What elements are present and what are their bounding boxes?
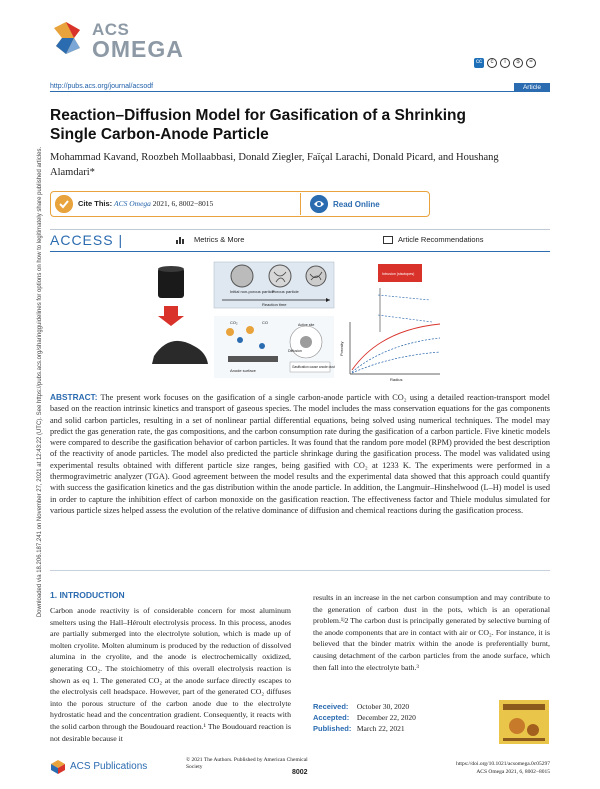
- read-online-icon[interactable]: [310, 195, 328, 213]
- active-site-label: Active site: [298, 323, 315, 327]
- toc-graphic: [150, 260, 450, 382]
- anode-block: [158, 268, 184, 298]
- radius-axis-label: Radius: [390, 377, 403, 382]
- recommendations-icon[interactable]: [383, 236, 393, 244]
- header-divider: [50, 91, 550, 92]
- author-list[interactable]: Mohammad Kavand, Roozbeh Mollaabbasi, Donald Ziegler, Faïçal Larachi, Donald Picard, and Houshang Alamdari*: [50, 152, 499, 178]
- publication-dates: [313, 701, 416, 734]
- cite-journal[interactable]: ACS Omega: [114, 199, 151, 208]
- abstract-label: ABSTRACT:: [50, 392, 98, 402]
- abstract: [50, 392, 550, 516]
- introduction-heading: 1. INTRODUCTION: [50, 590, 125, 600]
- metrics-more-link[interactable]: Metrics & More: [194, 235, 245, 244]
- abstract-text: The present work focuses on the gasification of a single carbon-anode particle with CO₂ using a detailed reaction-transport model based on the reaction intrinsic kinetics and transport of gaseous species. The model includes the mass conservation equations for the gas components and solid carbon particles, resulting in a set of nonlinear partial differential equations, being solved using numerical techniques. The model may predict the gas generation rate, the gas compositions, and the carbon consumption rate during the gasification of a carbon particle. Five kinetic models were compared to describe the gasification behavior of carbon particles. It was found that the random pore model (RPM) provided the best description of the reactivity of anode particles. The model also predicted the particle shrinkage during the gasification process. The model was validated using experimental results obtained with different particle size ranges, being gasified with CO₂ at 1233 K. The experiments were performed in a thermogravimetric analyzer (TGA). Good agreement between the model results and the experimental data showed that this approach could quantify with success the gasification kinetics and the gas distribution within the anode particle. In addition, the Langmuir–Hinshelwood (L–H) model is used in order to capture the inhibition effect of carbon monoxide on the gasification reaction. The effectiveness factor and Thiele modulus simulated for various particle sizes helped assess the evolution of the relative dominance of diffusion and chemical reactions during the gasification process.: [50, 393, 550, 515]
- co-label: CO: [262, 320, 268, 325]
- bar-chart-icon[interactable]: [176, 236, 185, 244]
- doi-block: [398, 760, 550, 776]
- intro-paragraph-2: results in an increase in the net carbon consumption and may contribute to the generation of carbon dust in the pots, which is an operational problem.¹ʲ2 The carbon dust is principally generated by selective burning of the anode components that are in contact with air or CO₂. For instance, it is believed that the binder matrix within the anode is preferentially burnt, causing detachment of the carbon particles from the anode surface, which then fall into the electrolyte bath.³: [313, 593, 550, 672]
- license-icons[interactable]: [474, 58, 536, 68]
- logo-omega-text: OMEGA: [92, 36, 184, 62]
- copyright-notice: © 2021 The Authors. Published by American Chemical Society: [186, 757, 308, 770]
- download-side-note: Downloaded via 18.206.187.241 on November 27, 2021 at 12:43:22 (UTC). See https://pubs.acs.org/sharingguidelines for options on how to legitimately share published articles.: [37, 146, 43, 618]
- diffusion-label: Diffusion: [288, 349, 302, 353]
- initial-particle-label: Initial non-porous particle: [230, 289, 275, 294]
- noncommercial-icon[interactable]: $: [513, 58, 523, 68]
- anode-surface-label: Anode surface: [230, 368, 256, 373]
- cite-this[interactable]: [78, 199, 213, 208]
- noderivatives-icon[interactable]: =: [526, 58, 536, 68]
- gasification-label: Gasification cause anode dust: [292, 365, 335, 369]
- intro-paragraph-1: Carbon anode reactivity is of considerable concern for most aluminum smelters using the Hall–Héroult electrolysis process. In this process, anodes are partially submerged into the electrolyte solution, which is made up of molten cryolite. Molten aluminum is produced by the reduction of dissolved alumina in the cryolite, and the anode is electrochemically oxidized, generating CO₂. The stoichiometry of this overall electrolysis reaction is shown as eq 1. The generated CO₂ at the anode surface directly escapes to the electrolysis cell headspace. However, part of the generated CO₂ diffuses into the porous structure of the carbon anode due to the electrolyte hydrostatic head and the concentration gradient. Consequently, it reacts with the solid carbon through the Boudouard reaction.¹ The Boudouard reaction is not desirable because it: [50, 606, 291, 743]
- read-online-link[interactable]: Read Online: [333, 200, 380, 209]
- doi-link[interactable]: https://doi.org/10.1021/acsomega.0c05297: [456, 761, 550, 767]
- published-label: Published:: [313, 724, 352, 733]
- access-label-text: ACCESS: [50, 232, 114, 248]
- acs-publications-name: ACS Publications: [70, 761, 148, 772]
- cite-details: 2021, 6, 8002−8015: [152, 199, 214, 208]
- co2-gas-label: CO₂: [230, 320, 238, 325]
- cite-divider: [300, 193, 301, 215]
- cc-icon[interactable]: cc: [474, 58, 484, 68]
- article-title: Reaction–Diffusion Model for Gasification of a Shrinking Single Carbon-Anode Particle: [50, 107, 466, 143]
- journal-cover-thumbnail[interactable]: [499, 700, 549, 744]
- porosity-axis-label: Porosity: [339, 341, 344, 356]
- cite-icon[interactable]: [55, 195, 73, 213]
- access-bar-bottom-rule: [50, 251, 550, 252]
- article-recommendations-link[interactable]: Article Recommendations: [398, 235, 484, 244]
- received-label: Received:: [313, 702, 349, 711]
- acs-omega-logo-mark: [50, 20, 86, 56]
- page-number: 8002: [292, 769, 308, 776]
- article-type-badge: Article: [514, 83, 550, 92]
- by-attribution-icon[interactable]: i: [500, 58, 510, 68]
- citation-line: ACS Omega 2021, 6, 8002−8015: [476, 769, 550, 775]
- access-label: ACCESS |: [50, 232, 124, 248]
- accepted-date: December 22, 2020: [356, 713, 416, 722]
- reaction-time-label: Reaction time: [262, 302, 287, 307]
- intrusion-label: Intrusion (sisotopes): [382, 272, 415, 276]
- abstract-divider: [50, 570, 550, 571]
- logo-acs-text: ACS: [92, 20, 130, 39]
- cite-label: Cite This:: [78, 199, 113, 208]
- acs-publications-logo: [50, 760, 66, 774]
- creative-commons-icon[interactable]: c: [487, 58, 497, 68]
- received-date: October 30, 2020: [356, 702, 410, 711]
- porous-particle-label: Porous particle: [272, 289, 299, 294]
- published-date: March 22, 2021: [356, 724, 405, 733]
- accepted-label: Accepted:: [313, 713, 350, 722]
- journal-url-link[interactable]: http://pubs.acs.org/journal/acsodf: [50, 83, 154, 90]
- access-bar-top-rule: [50, 229, 550, 230]
